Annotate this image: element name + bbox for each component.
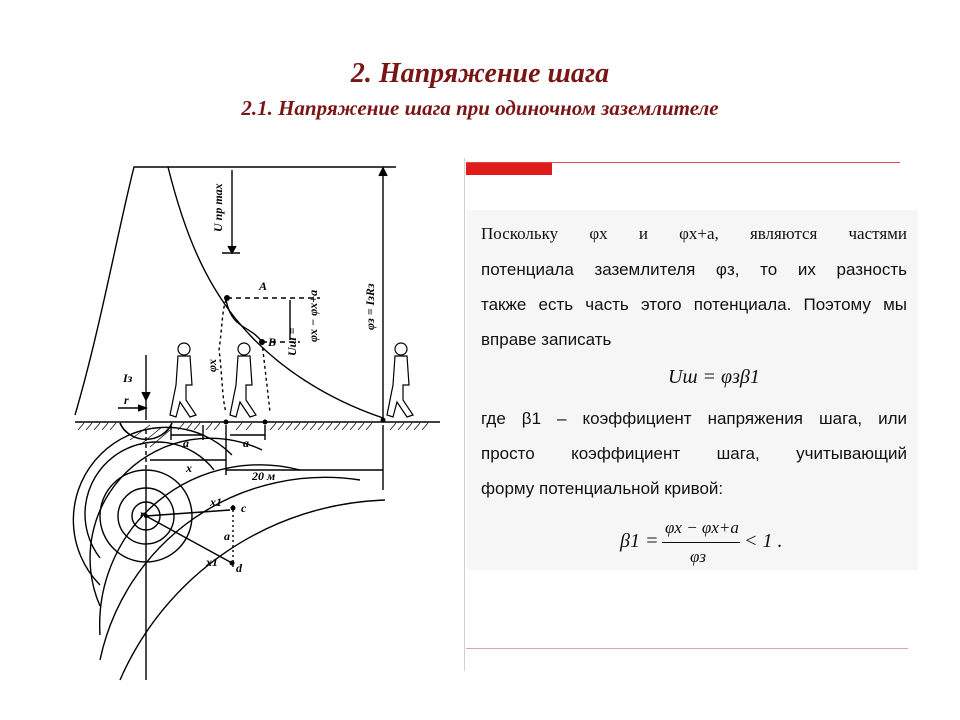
label-distance: 20 м: [252, 469, 276, 483]
label-u-sh: Uш =: [285, 327, 299, 356]
label-current: Iз: [123, 371, 133, 385]
slide-subtitle: 2.1. Напряжение шага при одиночном заземлителе: [241, 96, 719, 120]
label-point-d: d: [236, 561, 242, 575]
label-x1-top: x1: [210, 495, 222, 509]
text-line-6: просто коэффициент шага, учитывающий: [481, 444, 907, 463]
point-b-dot: [259, 339, 265, 345]
point-d-dot: [230, 561, 235, 566]
label-a-left: a: [183, 436, 189, 450]
label-u-pr-max: U пр max: [211, 183, 225, 232]
line1-part-a: Поскольку: [481, 224, 559, 243]
line1-phi-xa: φx+a,: [679, 224, 719, 243]
slide-title: 2. Напряжение шага: [350, 58, 610, 89]
label-phi-x: φx: [205, 358, 219, 372]
label-point-a: A: [259, 279, 268, 293]
text-line-7: форму потенциальной кривой:: [481, 479, 724, 498]
person-1-icon: [170, 343, 196, 417]
label-point-b: B: [268, 335, 277, 349]
text-line-5: где β1 – коэффициент напряжения шага, или: [481, 409, 907, 428]
equipotential-circles: [73, 427, 385, 680]
label-r-plan: r: [140, 507, 145, 521]
label-a-right: a: [243, 436, 249, 450]
label-phi-diff: φx − φx+a: [306, 289, 320, 342]
text-line-4: вправе записать: [481, 330, 612, 349]
line1-part-b: являются частями: [749, 224, 908, 243]
label-a-plan: a: [224, 529, 230, 543]
formula-beta-denominator: φз: [690, 547, 707, 566]
point-a-dot: [224, 295, 230, 301]
label-radius: r: [124, 393, 129, 407]
person-3-icon: [387, 343, 413, 417]
label-x: x: [186, 461, 192, 475]
formula-beta-left: β1 =: [620, 530, 659, 552]
person-2-icon: [230, 343, 256, 417]
formula-step-voltage: Uш = φзβ1: [668, 366, 760, 388]
label-x1-bottom: x1: [206, 555, 218, 569]
formula-beta-right: < 1 .: [744, 530, 783, 552]
formula-beta-numerator: φx − φx+a: [665, 518, 739, 537]
text-line-2: потенциала заземлителя φз, то их разность: [481, 260, 907, 279]
line1-and: и: [638, 224, 648, 243]
line1-phi-x: φx: [589, 224, 608, 243]
label-phi-z: φз = IзRз: [363, 283, 377, 330]
potential-curve: [75, 167, 383, 418]
text-line-1: [481, 216, 907, 251]
formula-beta-fraction-bar: [662, 542, 740, 543]
text-line-3: также есть часть этого потенциала. Поэтому мы: [481, 295, 907, 314]
label-point-c: c: [241, 501, 247, 515]
point-c-dot: [231, 506, 236, 511]
